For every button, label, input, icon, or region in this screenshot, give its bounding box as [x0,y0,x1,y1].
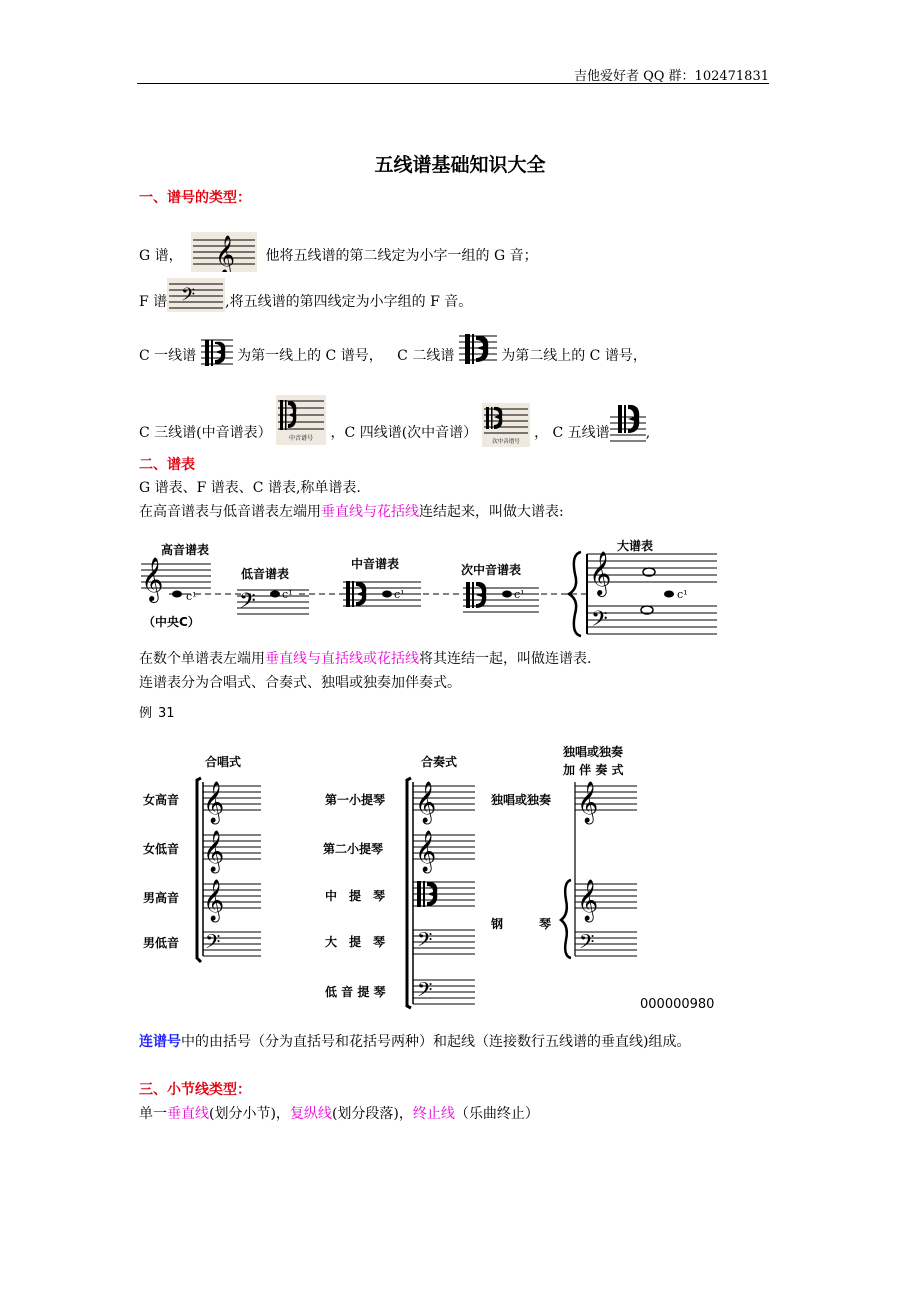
ensemble-part: 中 提 琴 [325,889,386,903]
c-clef-icon [466,582,486,608]
c5-prefix: ， C 五线谱 [534,425,610,441]
c-clef-line-2 [139,395,650,447]
line3-post: 将其连结一起，叫做连谱表. [419,651,592,667]
treble-clef-icon: 𝄞 [415,831,437,872]
section2-line1: G 谱表、F 谱表、C 谱表,称单谱表. [139,480,361,496]
s3-pink2: 复纵线 [289,1106,332,1122]
c4-caption: 次中音谱号 [491,439,520,445]
figure-code: 000000980 [640,997,715,1012]
c-clef-icon [201,330,233,370]
label-grand: 大谱表 [617,539,654,553]
brace-line [139,1031,690,1051]
c2-desc: 为第二线上的 C 谱号， [501,348,647,364]
example-number: 31 [158,706,175,721]
solo-title: 加 伴 奏 式 [563,763,624,777]
treble-clef-icon: 𝄞 [577,782,599,823]
bass-clef-icon: 𝄢 [417,978,433,1006]
section3-line [139,1103,539,1123]
line3-pre: 在数个单谱表左端用 [139,651,265,667]
line2-pink: 垂直线与花括线 [321,504,419,520]
ensemble-part: 第一小提琴 [325,793,386,807]
c-clef-line-1 [139,330,647,370]
header-text: 吉他爱好者 QQ 群：102471831 [573,69,769,84]
s3-mid1: (划分小节)， [209,1106,290,1122]
g-clef-line [139,232,538,272]
bass-clef-icon: 𝄢 [239,589,256,619]
section3-heading: 三、小节线类型： [139,1082,251,1098]
c-clef-icon [346,581,366,607]
piano-part: 钢 琴 [491,917,552,931]
note-label: c¹ [514,588,525,601]
treble-clef-icon: 𝄞 [415,782,437,823]
treble-clef-icon: 𝄞 [589,551,612,595]
label-middle-c: （中央C） [143,615,200,629]
score-systems-figure [139,740,719,1010]
c5-suffix: , [645,425,651,441]
section2-heading: 二、谱表 [139,457,195,473]
bracket-icon [407,778,411,1008]
s3-post: （乐曲终止） [454,1106,539,1122]
bass-clef-icon [167,278,225,312]
c-clef-icon [610,403,646,447]
c4-prefix: ，C 四线谱(次中音谱） [330,425,478,441]
section2-line3 [139,648,591,668]
section1-heading: 一、谱号的类型： [139,190,251,206]
g-prefix: G 谱， [139,248,183,264]
label-bass: 低音谱表 [241,567,290,581]
section2-line4: 连谱表分为合唱式、合奏式、独唱或独奏加伴奏式。 [139,675,461,691]
header-rule [137,83,769,84]
treble-clef-icon [191,232,257,272]
c3-prefix: C 三线谱(中音谱表） [139,425,272,441]
label-alto: 中音谱表 [351,557,400,571]
page-title: 五线谱基础知识大全 [374,154,546,176]
note-label: c¹ [282,588,293,601]
bracket-icon [197,778,201,962]
svg-text:𝄞: 𝄞 [215,235,236,272]
line2-post: 连结起来，叫做大谱表: [419,504,564,520]
brace-term: 连谱号 [139,1034,181,1050]
staff-types-figure [139,530,779,640]
solo-title: 独唱或独奏 [563,745,624,759]
brace-icon [561,880,571,958]
ensemble-part: 大 提 琴 [325,935,386,949]
note-label: c¹ [677,588,688,601]
example-word: 例 [139,706,153,721]
s3-pink3: 终止线 [412,1106,455,1122]
line3-pink: 垂直线与直括线或花括线 [265,651,419,667]
solo-part: 独唱或独奏 [491,793,552,807]
s3-pink1: 垂直线 [167,1106,209,1122]
ensemble-part: 低 音 提 琴 [325,985,386,999]
c-clef-icon [482,403,530,447]
example-label [139,702,175,721]
svg-text:𝄢: 𝄢 [181,285,196,310]
label-tenor: 次中音谱表 [461,563,522,577]
c2-prefix: C 二线谱 [397,348,455,364]
section2-line2 [139,501,564,521]
bass-clef-icon: 𝄢 [417,928,433,956]
ensemble-title: 合奏式 [421,755,458,769]
f-desc: ,将五线谱的第四线定为小字组的 F 音。 [225,294,473,310]
choral-title: 合唱式 [205,755,242,769]
line2-pre: 在高音谱表与低音谱表左端用 [139,504,321,520]
label-treble: 高音谱表 [161,543,210,557]
treble-clef-icon: 𝄞 [203,831,225,872]
c-clef-icon [276,395,326,445]
brace-desc: 中的由括号（分为直括号和花括号两种）和起线（连接数行五线谱的垂直线)组成。 [181,1034,691,1050]
treble-clef-icon: 𝄞 [141,557,164,601]
c1-desc: 为第一线上的 C 谱号， [237,348,383,364]
g-desc: 他将五线谱的第二线定为小字一组的 G 音； [265,248,538,264]
s3-pre: 单一 [139,1106,167,1122]
page-header [137,62,769,84]
choral-part: 女低音 [143,842,180,856]
note-label: c¹ [186,590,197,603]
note-label: c¹ [394,588,405,601]
choral-part: 男低音 [143,936,180,950]
f-prefix: F 谱 [139,294,168,310]
bass-clef-icon: 𝄢 [205,930,221,958]
c-clef-icon [459,330,497,370]
c3-caption: 中音谱号 [289,435,314,442]
c1-prefix: C 一线谱 [139,348,197,364]
treble-clef-icon: 𝄞 [203,782,225,823]
c-clef-icon [417,881,437,907]
choral-part: 女高音 [143,793,180,807]
choral-part: 男高音 [143,891,180,905]
treble-clef-icon: 𝄞 [577,880,599,921]
f-clef-line [139,278,472,312]
bass-clef-icon: 𝄢 [579,930,595,958]
s3-mid2: (划分段落)， [331,1106,413,1122]
bass-clef-icon: 𝄢 [591,607,608,637]
treble-clef-icon: 𝄞 [203,880,225,921]
ensemble-part: 第二小提琴 [323,842,384,856]
